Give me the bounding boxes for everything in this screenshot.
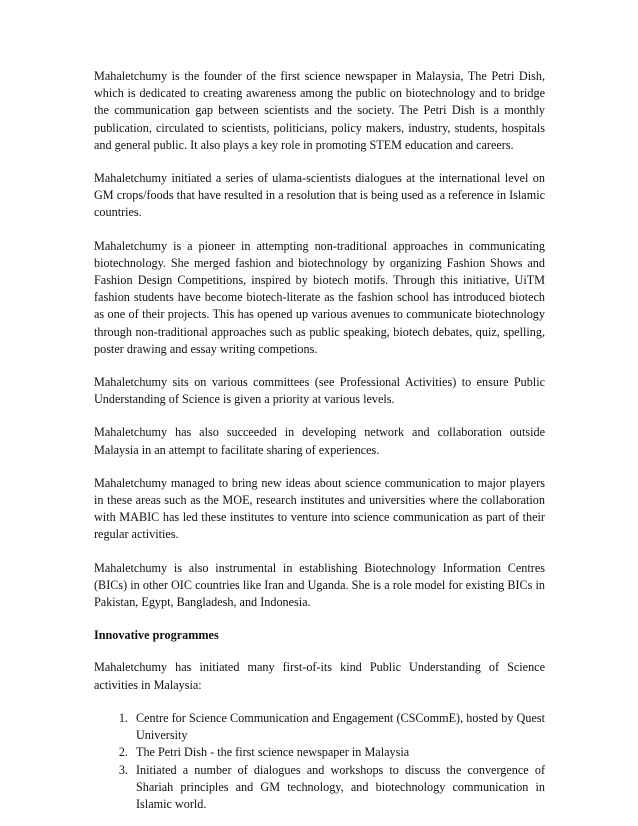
paragraph-committees: Mahaletchumy sits on various committees (see Professional Activities) to ensure Public Understanding of Science is given a priority at various levels.: [94, 375, 545, 407]
paragraph-network: Mahaletchumy has also succeeded in developing network and collaboration outside Malaysia in an attempt to facilitate sharing of experiences.: [94, 425, 545, 457]
section-heading: Innovative programmes: [94, 628, 219, 643]
paragraph-ulama-dialogues: Mahaletchumy initiated a series of ulama-scientists dialogues at the international level on GM crops/foods that have resulted in a resolution that is being used as a reference in Islamic countries.: [94, 171, 545, 220]
paragraph-petri-dish: Mahaletchumy is the founder of the first science newspaper in Malaysia, The Petri Dish, which is dedicated to creating awareness among the public on biotechnology and to bridge the communication gap between scientists and the society. The Petri Dish is a monthly publication, circulated to scientists, politicians, policy makers, industry, students, hospitals and general public. It also plays a key role in promoting STEM education and careers.: [94, 69, 545, 152]
paragraph-bics: Mahaletchumy is also instrumental in establishing Biotechnology Information Centres (BICs) in other OIC countries like Iran and Uganda. She is a role model for existing BICs in Pakistan, Egypt, Bangladesh, and Indonesia.: [94, 560, 545, 610]
list-item: 2. The Petri Dish - the first science newspaper in Malaysia: [131, 744, 545, 761]
programmes-list: [94, 710, 545, 813]
paragraph-new-ideas: Mahaletchumy managed to bring new ideas about science communication to major players in these areas such as the MOE, research institutes and universities where the collaboration with MABIC has led these institutes to venture into science communication as part of their regular activities.: [94, 475, 545, 542]
list-item: 3. Initiated a number of dialogues and workshops to discuss the convergence of Shariah principles and GM technology, and biotechnology communication in Islamic world.: [131, 762, 545, 814]
section-intro: Mahaletchumy has initiated many first-of-its kind Public Understanding of Science activities in Malaysia:: [94, 660, 545, 692]
list-item: 1. Centre for Science Communication and Engagement (CSCommE), hosted by Quest University: [131, 710, 545, 744]
paragraph-fashion-biotech: Mahaletchumy is a pioneer in attempting non-traditional approaches in communicating biotechnology. She merged fashion and biotechnology by organizing Fashion Shows and Fashion Design Competitions, inspired by biotech motifs. Through this initiative, UiTM fashion students have become biotech-literate as the fashion school has introduced biotech as one of their projects. This has opened up various avenues to communicate biotechnology through non-traditional approaches such as public speaking, biotech debates, quiz, spelling, poster drawing and essay writing competions.: [94, 238, 545, 356]
